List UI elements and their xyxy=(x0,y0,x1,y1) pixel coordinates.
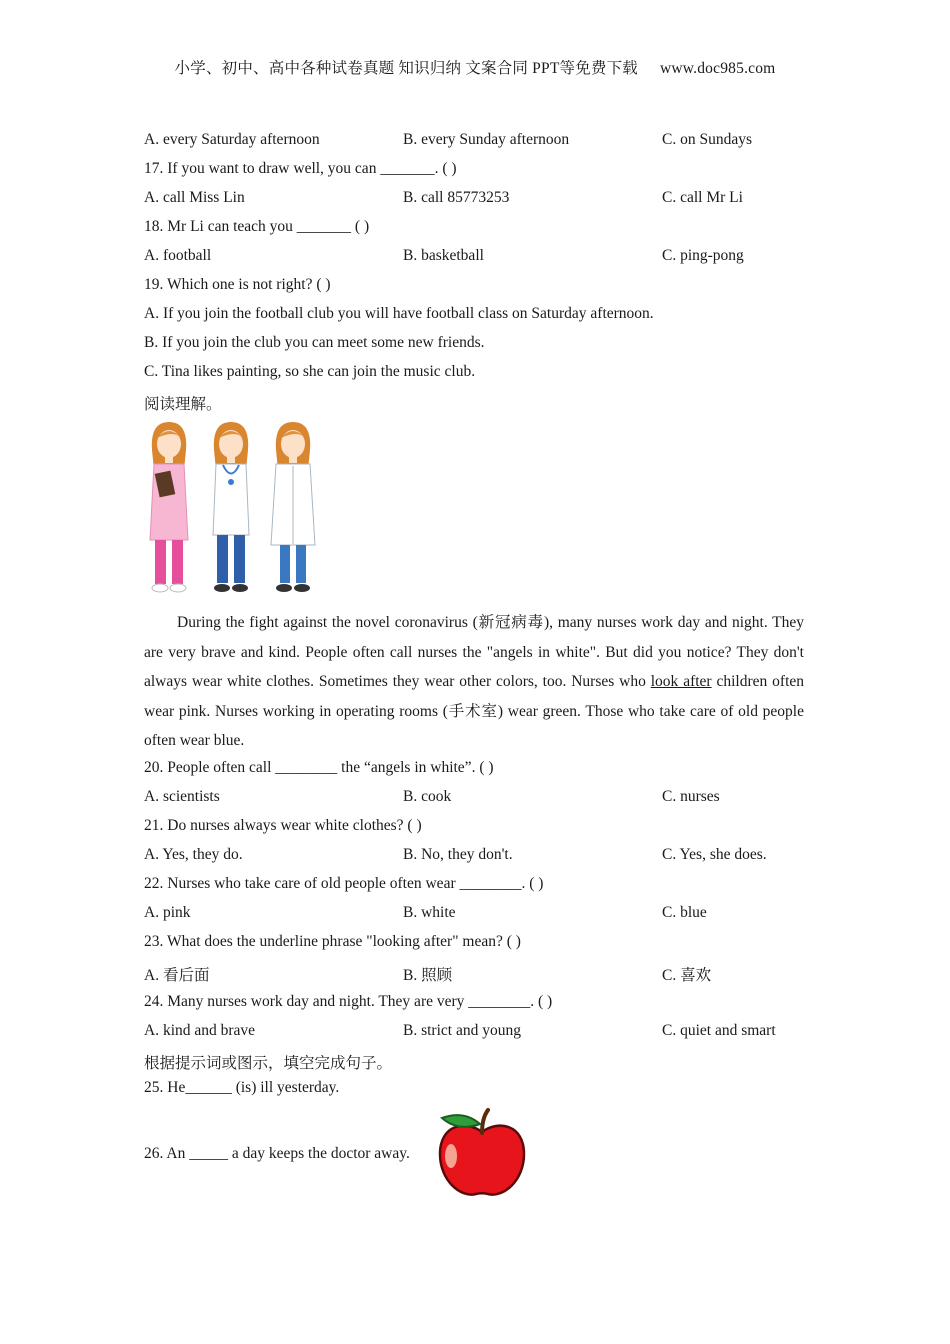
q20-stem: 20. People often call ________ the “angels in white”. ( ) xyxy=(144,759,494,776)
q24-stem: 24. Many nurses work day and night. They are very ________. ( ) xyxy=(144,993,553,1010)
q18-stem: 18. Mr Li can teach you _______ ( ) xyxy=(144,218,370,235)
page-header xyxy=(0,56,950,78)
q22-option-c: C. blue xyxy=(662,904,707,921)
q23-option-a: A. 看后面 xyxy=(144,967,210,984)
q22-option-a: A. pink xyxy=(144,904,191,921)
q21-option-b: B. No, they don't. xyxy=(403,846,513,863)
q16-option-c: C. on Sundays xyxy=(662,131,752,148)
q24-option-b: B. strict and young xyxy=(403,1022,521,1039)
reading-passage xyxy=(144,608,804,756)
q17-option-a: A. call Miss Lin xyxy=(144,189,245,206)
apple-icon xyxy=(436,1106,528,1200)
nurse-pink xyxy=(150,422,188,592)
q20-option-b: B. cook xyxy=(403,788,452,805)
q16-option-a: A. every Saturday afternoon xyxy=(144,131,320,148)
q18-option-a: A. football xyxy=(144,247,212,264)
passage-part2: children often wear pink. Nurses working in operating rooms (手术室) wear green. Those who take care of old people often wear blue. xyxy=(144,673,805,749)
q21-stem: 21. Do nurses always wear white clothes? ( ) xyxy=(144,817,422,834)
q20-option-a: A. scientists xyxy=(144,788,220,805)
nurses-illustration xyxy=(144,420,324,600)
q19-stem: 19. Which one is not right? ( ) xyxy=(144,276,331,293)
q23-option-c: C. 喜欢 xyxy=(662,967,712,984)
q22-option-b: B. white xyxy=(403,904,456,921)
q22-stem: 22. Nurses who take care of old people often wear ________. ( ) xyxy=(144,875,544,892)
q19-option-b: B. If you join the club you can meet some new friends. xyxy=(144,334,485,351)
nurse-white-coat xyxy=(271,422,315,592)
q24-option-c: C. quiet and smart xyxy=(662,1022,776,1039)
header-site: www.doc985.com xyxy=(659,60,776,77)
q20-option-c: C. nurses xyxy=(662,788,720,805)
passage-part1: During the fight against the novel coronavirus (新冠病毒), many nurses work day and night. They are very brave and kind. People often call nurses the "angels in white". But did you notice? They don't always wear white clothes. Sometimes they wear other colors, too. Nurses who xyxy=(144,614,804,690)
q19-option-a: A. If you join the football club you will have football class on Saturday afternoon. xyxy=(144,305,654,322)
q23-stem: 23. What does the underline phrase "looking after" mean? ( ) xyxy=(144,933,521,950)
q25-line: 25. He______ (is) ill yesterday. xyxy=(144,1079,340,1096)
q18-option-b: B. basketball xyxy=(403,247,484,264)
section-reading-title: 阅读理解。 xyxy=(144,396,222,413)
q16-option-b: B. every Sunday afternoon xyxy=(403,131,570,148)
q19-option-c: C. Tina likes painting, so she can join the music club. xyxy=(144,363,476,380)
q18-option-c: C. ping-pong xyxy=(662,247,744,264)
q24-option-a: A. kind and brave xyxy=(144,1022,256,1039)
q21-option-a: A. Yes, they do. xyxy=(144,846,243,863)
q23-option-b: B. 照顾 xyxy=(403,967,453,984)
q17-stem: 17. If you want to draw well, you can _______. ( ) xyxy=(144,160,457,177)
section-fill-title: 根据提示词或图示，填空完成句子。 xyxy=(144,1055,393,1072)
q26-line: 26. An _____ a day keeps the doctor away. xyxy=(144,1145,410,1162)
q17-option-c: C. call Mr Li xyxy=(662,189,743,206)
nurse-white-blue xyxy=(213,422,249,592)
passage-underlined-phrase: look after xyxy=(650,673,712,690)
q21-option-c: C. Yes, she does. xyxy=(662,846,767,863)
header-text: 小学、初中、高中各种试卷真题 知识归纳 文案合同 PPT等免费下载 xyxy=(174,60,638,77)
q17-option-b: B. call 85773253 xyxy=(403,189,510,206)
